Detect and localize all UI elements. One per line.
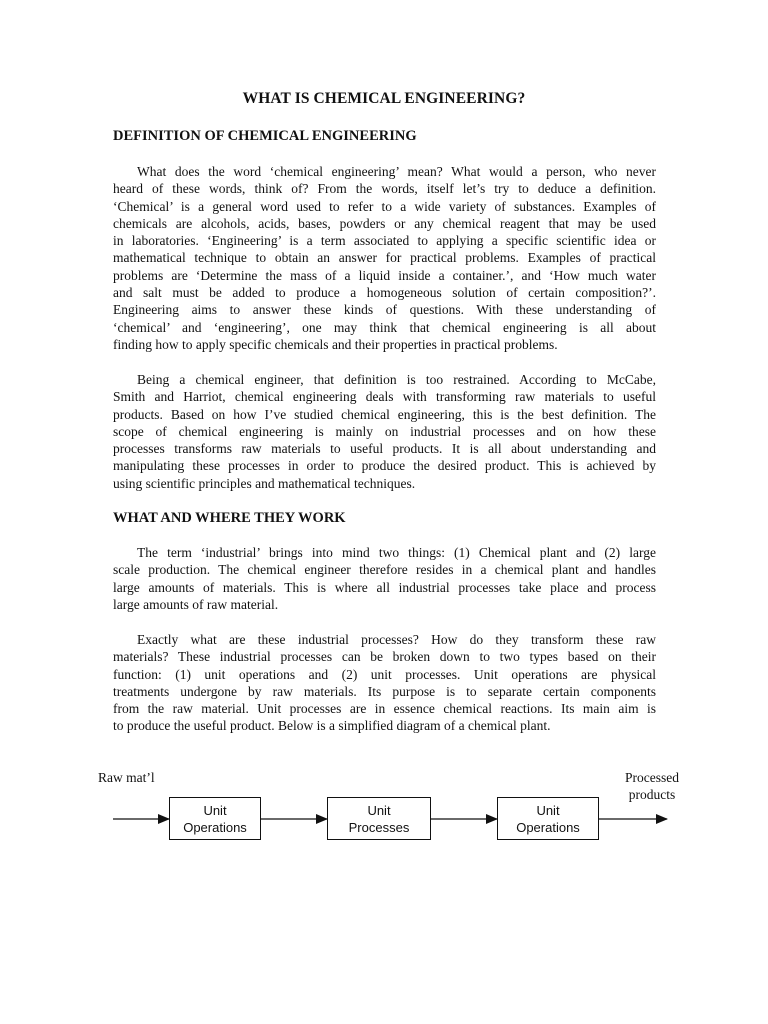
text-line: finding how to apply specific chemicals and their properties in practical problems. bbox=[113, 336, 558, 352]
text-line: Smith and Harriot, chemical engineering deals with transforming raw materials to useful bbox=[113, 389, 656, 405]
text-line: Engineering aims to answer these kinds of questions. With these understanding of bbox=[113, 302, 656, 318]
box-label-line: Unit bbox=[367, 802, 391, 818]
text-line: ‘Chemical’ is a general word used to refer to a wide variety of substances. Examples of bbox=[113, 198, 656, 214]
text-line: processes transforms raw materials to useful products. It is all about understanding and bbox=[113, 441, 656, 457]
text-line: Being a chemical engineer, that definition is too restrained. According to McCabe, bbox=[137, 372, 656, 387]
text-line: materials? These industrial processes can be broken down to two types based on their bbox=[113, 649, 656, 665]
output-label-line: products bbox=[628, 787, 676, 802]
text-line: using scientific principles and mathematical techniques. bbox=[113, 475, 416, 491]
unit-operations-box bbox=[497, 797, 599, 840]
text-line: mathematical technique to obtain an answer for practical problems. Examples of practical bbox=[113, 250, 656, 266]
text-line: scope of chemical engineering is mainly on industrial processes and on how these bbox=[113, 423, 656, 439]
unit-operations-box bbox=[169, 797, 261, 840]
text-line: scale production. The chemical engineer therefore resides in a chemical plant and handles bbox=[113, 562, 656, 578]
text-line: problems are ‘Determine the mass of a liquid inside a container.’, and ‘How much water bbox=[113, 267, 656, 283]
text-line: ‘chemical’ and ‘engineering’, one may think that chemical engineering is all about bbox=[113, 319, 656, 335]
text-line: large amounts of raw material. bbox=[113, 596, 279, 612]
box-label-line: Unit bbox=[203, 802, 227, 818]
box-label-line: Unit bbox=[536, 802, 560, 818]
text-line: products. Based on how I’ve studied chemical engineering, this is the best definition. The bbox=[113, 406, 656, 422]
output-label-line: Processed bbox=[625, 770, 679, 785]
box-label-line: Operations bbox=[516, 819, 580, 835]
section-heading-work: WHAT AND WHERE THEY WORK bbox=[113, 510, 346, 526]
text-line: What does the word ‘chemical engineering’ mean? What would a person, who never bbox=[137, 164, 656, 179]
input-label: Raw mat’l bbox=[98, 770, 155, 785]
text-line: Exactly what are these industrial processes? How do they transform these raw bbox=[137, 632, 656, 647]
output-label bbox=[612, 769, 692, 803]
text-line: chemicals are alcohols, acids, bases, powders or any chemical reagent that may be used bbox=[113, 215, 656, 231]
box-label-line: Operations bbox=[183, 819, 247, 835]
text-line: function: (1) unit operations and (2) unit processes. Unit operations are physical bbox=[113, 666, 656, 682]
text-line: The term ‘industrial’ brings into mind two things: (1) Chemical plant and (2) large bbox=[137, 545, 656, 560]
text-line: and salt must be added to produce a homogeneous solution of certain composition?’. bbox=[113, 285, 656, 301]
section-heading-definition: DEFINITION OF CHEMICAL ENGINEERING bbox=[113, 128, 417, 144]
text-line: heard of these words, think of? From the words, itself let’s try to deduce a definition. bbox=[113, 181, 656, 197]
text-line: in laboratories. ‘Engineering’ is a term associated to applying a specific scientific idea or bbox=[113, 233, 656, 249]
document-title: WHAT IS CHEMICAL ENGINEERING? bbox=[242, 90, 526, 107]
text-line: from the raw material. Unit processes are in essence chemical reactions. Its main aim is bbox=[113, 701, 656, 717]
text-line: treatments undergone by raw materials. Its purpose is to separate certain components bbox=[113, 683, 656, 699]
box-label-line: Processes bbox=[348, 819, 410, 835]
unit-processes-box bbox=[327, 797, 431, 840]
text-line: manipulating these processes in order to produce the desired product. This is achieved by bbox=[113, 458, 656, 474]
text-line: large amounts of materials. This is where all industrial processes take place and process bbox=[113, 579, 656, 595]
text-line: to produce the useful product. Below is a simplified diagram of a chemical plant. bbox=[113, 718, 551, 734]
